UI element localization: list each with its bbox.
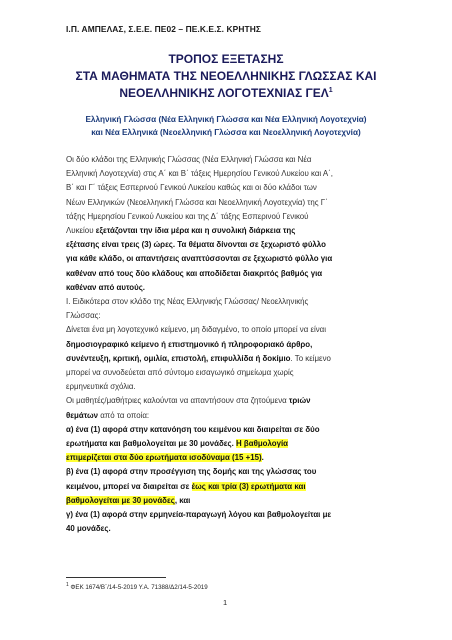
body-line: Ελληνική Λογοτεχνία) στις Α΄ και Β΄ τάξεις Ημερησίου Γενικού Λυκείου και Α΄, — [66, 169, 333, 179]
bold-fragment: . — [261, 453, 264, 463]
item-c-line: 40 μονάδες. — [66, 524, 111, 534]
body-line: τάξης Ημερησίου Γενικού Λυκείου και της Δ΄ τάξης Εσπερινού Γενικού — [66, 211, 309, 221]
item-c-line: γ) ένα (1) αφορά στην ερμηνεία-παραγωγή λόγου και βαθμολογείται με — [66, 510, 332, 520]
title-line-3 — [40, 85, 412, 101]
body-line-bold: εξέτασης είναι τρεις (3) ώρες. Τα θέματα δίνονται σε ξεχωριστό φύλλο — [66, 240, 326, 250]
footnote-mark: 1 — [66, 582, 69, 588]
body-line — [66, 224, 386, 238]
title-line-1: ΤΡΟΠΟΣ ΕΞΕΤΑΣΗΣ — [168, 52, 284, 66]
title-line-3-text: ΝΕΟΕΛΛΗΝΙΚΗΣ ΛΟΓΟΤΕΧΝΙΑΣ ΓΕΛ — [119, 86, 329, 100]
body-line-bold: καθέναν από αυτούς. — [66, 282, 145, 292]
body-line-bold: για κάθε κλάδο, οι απαντήσεις αναπτύσσονται σε ξεχωριστό φύλλο για — [66, 254, 333, 264]
body-line: Νέων Ελληνικών (Νεοελληνική Γλώσσα και Νεοελληνική Λογοτεχνία) της Γ΄ — [66, 197, 328, 207]
highlighted-text: έως και τρία (3) ερωτήματα και — [191, 481, 306, 491]
body-line — [66, 352, 386, 366]
bold-fragment: ερωτήματα και βαθμολογείται με 30 μονάδες. — [66, 439, 237, 449]
page-number: 1 — [223, 598, 228, 607]
title-line-2: ΣΤΑ ΜΑΘΗΜΑΤΑ ΤΗΣ ΝΕΟΕΛΛΗΝΙΚΗΣ ΓΛΩΣΣΑΣ ΚΑΙ — [75, 69, 377, 83]
item-a-line — [66, 451, 386, 465]
highlighted-text: Η βαθμολογία — [236, 439, 289, 449]
bold-fragment: , και — [174, 495, 191, 505]
body-line — [66, 394, 386, 408]
body-fragment: . Το κείμενο — [290, 353, 331, 363]
item-a-line — [66, 437, 386, 451]
body-line — [66, 409, 386, 423]
bold-fragment: τριών — [288, 396, 311, 406]
body-line-bold: δημοσιογραφικό κείμενο ή επιστημονικό ή πληροφοριακό άρθρο, — [66, 339, 313, 349]
body-fragment: Οι μαθητές/μαθήτριες καλούνται να απαντήσουν στα ζητούμενα — [66, 396, 289, 406]
bold-fragment: θεμάτων — [66, 410, 99, 420]
body-fragment: Λυκείου — [66, 226, 96, 236]
subtitle-line-1: Ελληνική Γλώσσα (Νέα Ελληνική Γλώσσα και Νέα Ελληνική Λογοτεχνία) — [85, 115, 367, 124]
item-b-line — [66, 494, 386, 508]
body-line: Δίνεται ένα μη λογοτεχνικό κείμενο, μη διδαγμένο, το οποίο μπορεί να είναι — [66, 325, 327, 335]
body-line: Οι δύο κλάδοι της Ελληνικής Γλώσσας (Νέα Ελληνική Γλώσσα και Νέα — [66, 155, 312, 164]
footnote-separator — [66, 577, 166, 578]
bold-fragment: συνέντευξη, κριτική, ομιλία, επιστολή, επιφυλλίδα ή δοκίμιο — [66, 353, 291, 363]
subtitle-line-2: και Νέα Ελληνικά (Νεοελληνική Γλώσσα και Νεοελληνική Λογοτεχνία) — [91, 128, 361, 137]
highlighted-text: βαθμολογείται με 30 μονάδες — [66, 495, 175, 505]
body-text — [66, 153, 386, 536]
item-a-line: α) ένα (1) αφορά στην κατανόηση του κειμένου και διαιρείται σε δύο — [66, 424, 320, 434]
body-fragment: από τα οποία: — [98, 410, 150, 420]
item-b-line: β) ένα (1) αφορά στην προσέγγιση της δομής και της γλώσσας του — [66, 467, 317, 477]
section-heading: Ι. Ειδικότερα στον κλάδο της Νέας Ελληνικής Γλώσσας/ Νεοελληνικής — [66, 297, 309, 307]
highlighted-text: επιμερίζεται στα δύο ερωτήματα ισοδύναμα (15 +15) — [66, 453, 262, 463]
footnote — [66, 582, 208, 591]
footnote-text: ΦΕΚ 1674/Β΄/14-5-2019 Υ.Α. 71388/Δ2/14-5-2019 — [68, 584, 208, 592]
body-line: Γλώσσας: — [66, 311, 101, 321]
item-b-line — [66, 480, 386, 494]
title-footnote-mark: 1 — [328, 87, 333, 94]
page-header: Ι.Π. ΑΜΠΕΛΑΣ, Σ.Ε.Ε. ΠΕ02 – ΠΕ.Κ.Ε.Σ. ΚΡΗΤΗΣ — [66, 24, 261, 34]
body-line: Β΄ και Γ΄ τάξεις Εσπερινού Γενικού Λυκείου καθώς και οι δύο κλάδοι των — [66, 183, 317, 193]
body-line-bold: καθέναν από τους δύο κλάδους και αποδίδεται διακριτός βαθμός για — [66, 268, 323, 278]
body-line: μπορεί να συνοδεύεται από σύντομο εισαγωγικό σημείωμα χωρίς — [66, 368, 294, 378]
body-line: ερμηνευτικά σχόλια. — [66, 382, 136, 392]
bold-fragment: κειμένου, μπορεί να διαιρείται σε — [66, 481, 192, 491]
bold-fragment: εξετάζονται την ίδια μέρα και η συνολική διάρκεια της — [95, 226, 296, 236]
